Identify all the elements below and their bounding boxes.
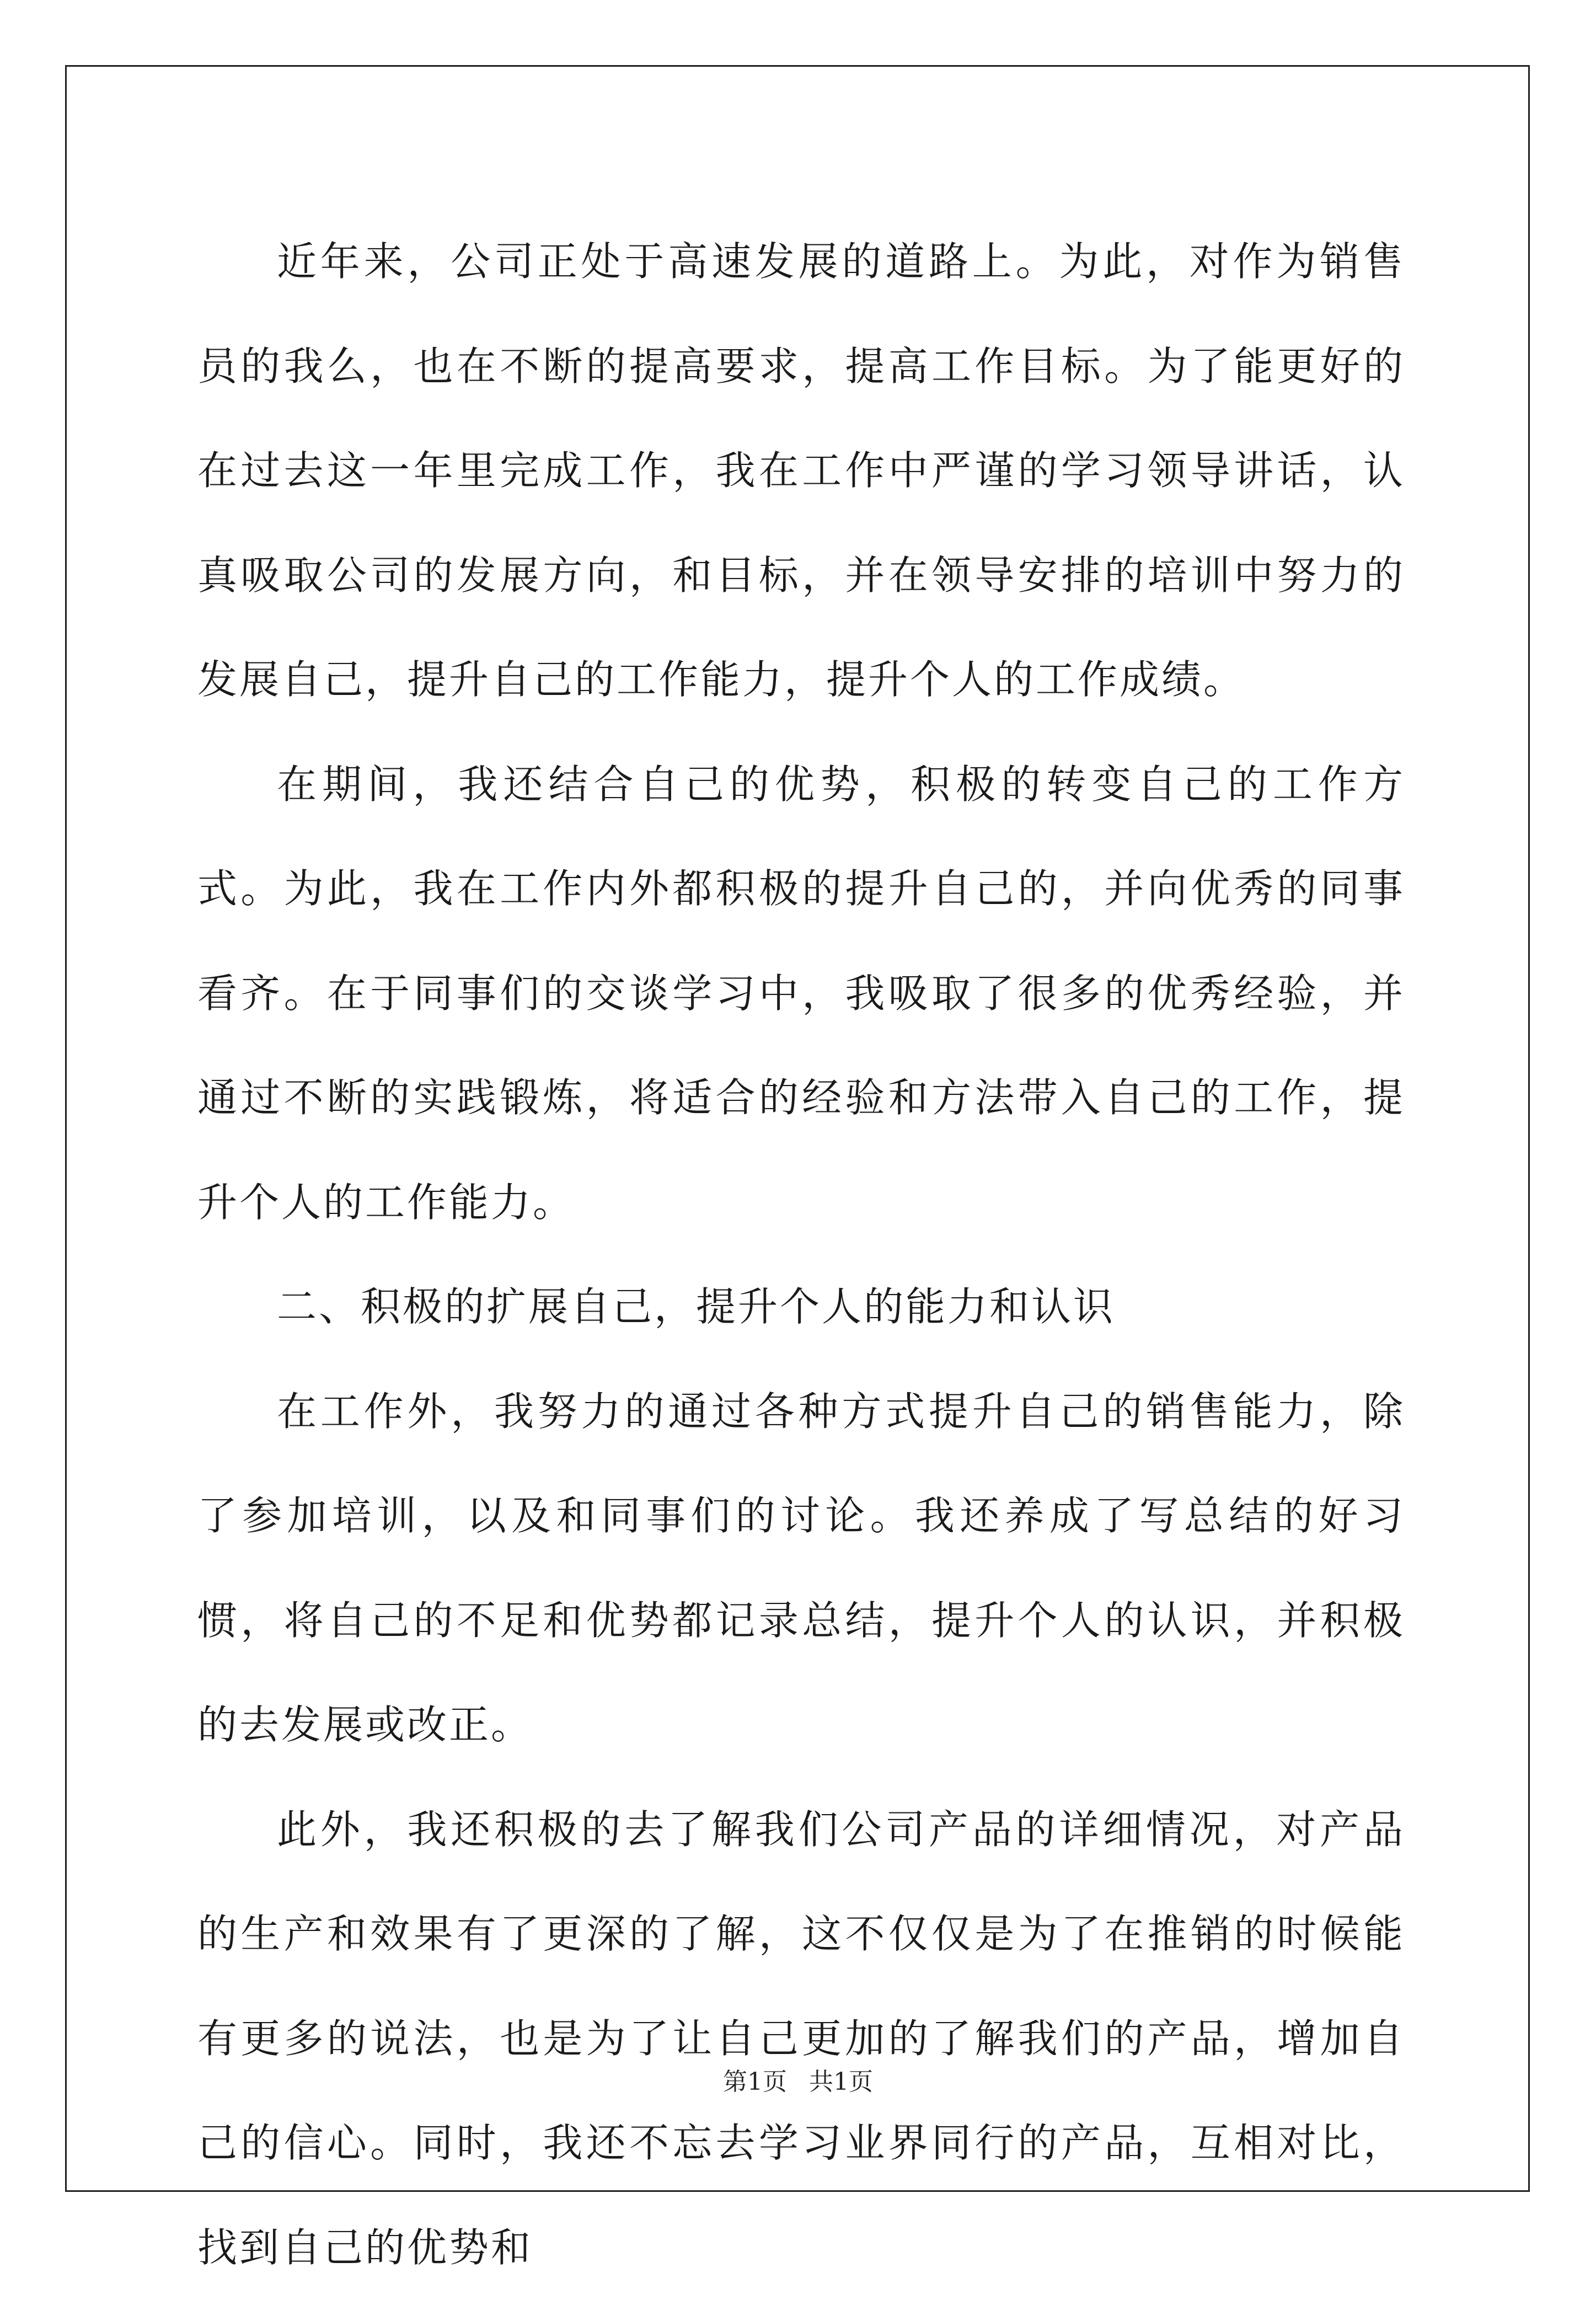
paragraph-1: 近年来，公司正处于高速发展的道路上。为此，对作为销售员的我么，也在不断的提高要求，提高工作目标。为了能更好的在过去这一年里完成工作，我在工作中严谨的学习领导讲话，认真吸取公司的发展方向，和目标，并在领导安排的培训中努力的发展自己，提升自己的工作能力，提升个人的工作成绩。 xyxy=(197,210,1405,732)
document-body xyxy=(197,210,1405,2300)
paragraph-2: 在期间，我还结合自己的优势，积极的转变自己的工作方式。为此，我在工作内外都积极的提升自己的，并向优秀的同事看齐。在于同事们的交谈学习中，我吸取了很多的优秀经验，并通过不断的实践锻炼，将适合的经验和方法带入自己的工作，提升个人的工作能力。 xyxy=(197,732,1405,1255)
page-footer xyxy=(0,2066,1596,2099)
paragraph-3: 在工作外，我努力的通过各种方式提升自己的销售能力，除了参加培训，以及和同事们的讨论。我还养成了写总结的好习惯，将自己的不足和优势都记录总结，提升个人的认识，并积极的去发展或改正。 xyxy=(197,1360,1405,1778)
page-total: 共1页 xyxy=(809,2068,873,2096)
paragraph-4: 此外，我还积极的去了解我们公司产品的详细情况，对产品的生产和效果有了更深的了解，这不仅仅是为了在推销的时候能有更多的说法，也是为了让自己更加的了解我们的产品，增加自己的信心。同时，我还不忘去学习业界同行的产品，互相对比，找到自己的优势和 xyxy=(197,1778,1405,2300)
page-number: 第1页 xyxy=(723,2068,787,2096)
section-heading: 二、积极的扩展自己，提升个人的能力和认识 xyxy=(197,1255,1405,1360)
